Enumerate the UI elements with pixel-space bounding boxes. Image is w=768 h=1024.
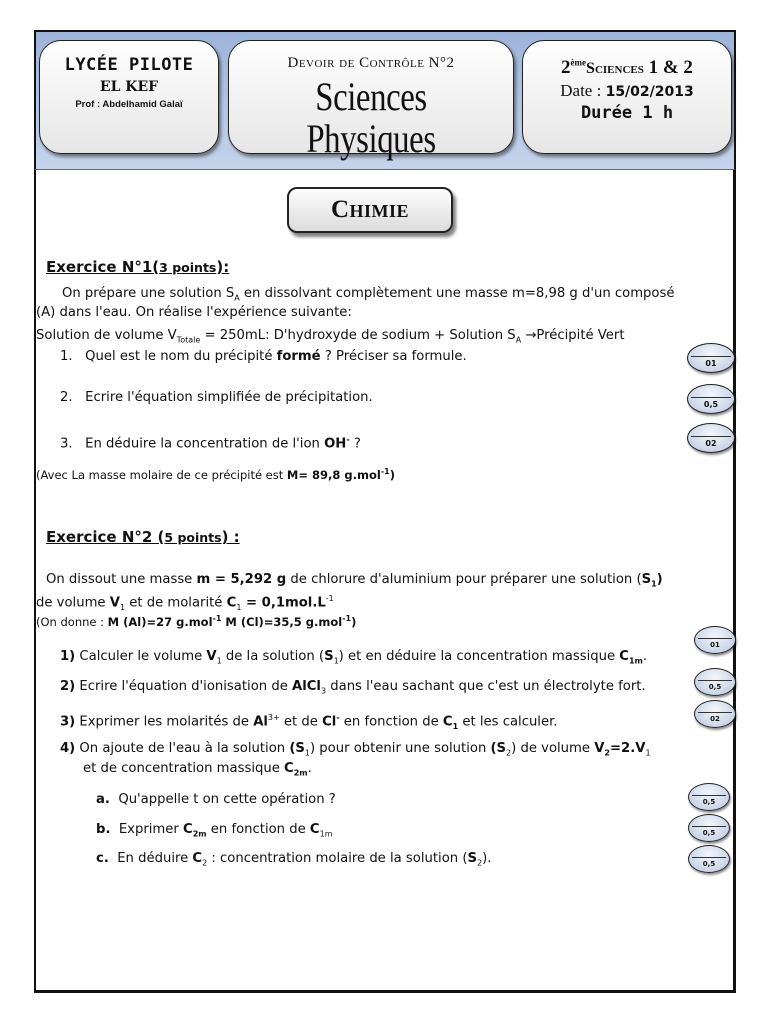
ex2-question-4b: b. Exprimer $C_{2m}$ en fonction de $C_{1m}$ bbox=[96, 822, 333, 839]
ex2-intro-line1: On dissout une masse m = 5,292 g de chlorure d'aluminium pour préparer une solution $(S_1)$ bbox=[46, 572, 663, 589]
ex1-intro-line1: On prépare une solution $S_A$ en dissolvant complètement une masse m=8,98 g d'un composé bbox=[62, 286, 675, 303]
ex2-question-2: 2) Ecrire l'équation d'ionisation de AlCl$_3$ dans l'eau sachant que c'est un électrolyte fort. bbox=[60, 679, 646, 696]
ex2-question-3: 3) Exprimer les molarités de $Al^{3+}$ et de Cl- en fonction de $C_1$ et les calculer. bbox=[60, 713, 558, 732]
class-level: 2èmeSciences 1 & 2 bbox=[561, 57, 693, 78]
ex1-experiment: Solution de volume $V_{Totale} = 250mL$: D'hydroxyde de sodium + Solution $S_A$ →Précipité Vert bbox=[36, 328, 625, 345]
score-badge: 01 bbox=[687, 343, 735, 373]
ex1-intro-line2: (A) dans l'eau. On réalise l'expérience suivante: bbox=[36, 305, 352, 320]
class-box bbox=[522, 40, 732, 154]
score-badge: 0,5 bbox=[688, 845, 730, 873]
score-badge: 0,5 bbox=[694, 668, 736, 696]
subject-title: Sciences Physiques bbox=[306, 74, 436, 161]
ex1-question-2: 2. Ecrire l'équation simplifiée de précipitation. bbox=[60, 390, 373, 405]
exam-duration: Durée 1 h bbox=[580, 103, 674, 123]
score-badge: 0,5 bbox=[688, 814, 730, 842]
exercise-1-title: Exercice N°1(3 points): bbox=[46, 258, 230, 276]
teacher-name: Prof : Abdelhamid Galaï bbox=[75, 99, 183, 110]
ex2-question-4c: c. En déduire $C_2$ : concentration molaire de la solution $(S_2)$. bbox=[96, 851, 492, 868]
score-badge: 02 bbox=[694, 700, 736, 728]
ex1-note: (Avec La masse molaire de ce précipité est M= 89,8 g.mol$^{-1}$) bbox=[36, 467, 395, 482]
school-name: LYCÉE PILOTE bbox=[64, 55, 194, 75]
ex2-question-4a: a. Qu'appelle t on cette opération ? bbox=[96, 792, 336, 807]
score-badge: 01 bbox=[694, 626, 736, 654]
score-badge: 0,5 bbox=[687, 384, 735, 414]
page-frame bbox=[34, 30, 736, 993]
school-city: EL KEF bbox=[99, 79, 159, 95]
ex1-question-3: 3. En déduire la concentration de l'ion OH- ? bbox=[60, 435, 361, 452]
ex2-given-data: (On donne : M (Al)=27 g.mol$^{-1}$ M (Cl)=35,5 g.mol$^{-1}$) bbox=[36, 614, 357, 629]
ex2-question-4-line2: et de concentration massique $C_{2m}$. bbox=[83, 761, 312, 778]
score-badge: 0,5 bbox=[688, 783, 730, 811]
score-badge: 02 bbox=[687, 423, 735, 453]
section-title-chimie: Chimie bbox=[287, 187, 453, 233]
ex1-question-1: 1. Quel est le nom du précipité formé ? Préciser sa formule. bbox=[60, 349, 467, 364]
exercise-2-title: Exercice N°2 (5 points) : bbox=[46, 528, 240, 546]
subject-box bbox=[228, 40, 514, 161]
ex2-intro-line2: de volume $V_1$ et de molarité $C_1 = 0,1mol.L^{-1}$ bbox=[36, 594, 334, 613]
exam-type: Devoir de Contrôle N°2 bbox=[287, 55, 455, 71]
school-box bbox=[39, 40, 219, 154]
exam-date: Date : 15/02/2013 bbox=[560, 81, 694, 100]
ex2-question-1: 1) Calculer le volume $V_1$ de la solution $(S_1)$ et en déduire la concentration massique $C_{1m}$. bbox=[60, 649, 648, 666]
ex2-question-4: 4) On ajoute de l'eau à la solution $(S_1)$ pour obtenir une solution $(S_2)$ de volume $V_2=2.V_1$ bbox=[60, 741, 651, 758]
